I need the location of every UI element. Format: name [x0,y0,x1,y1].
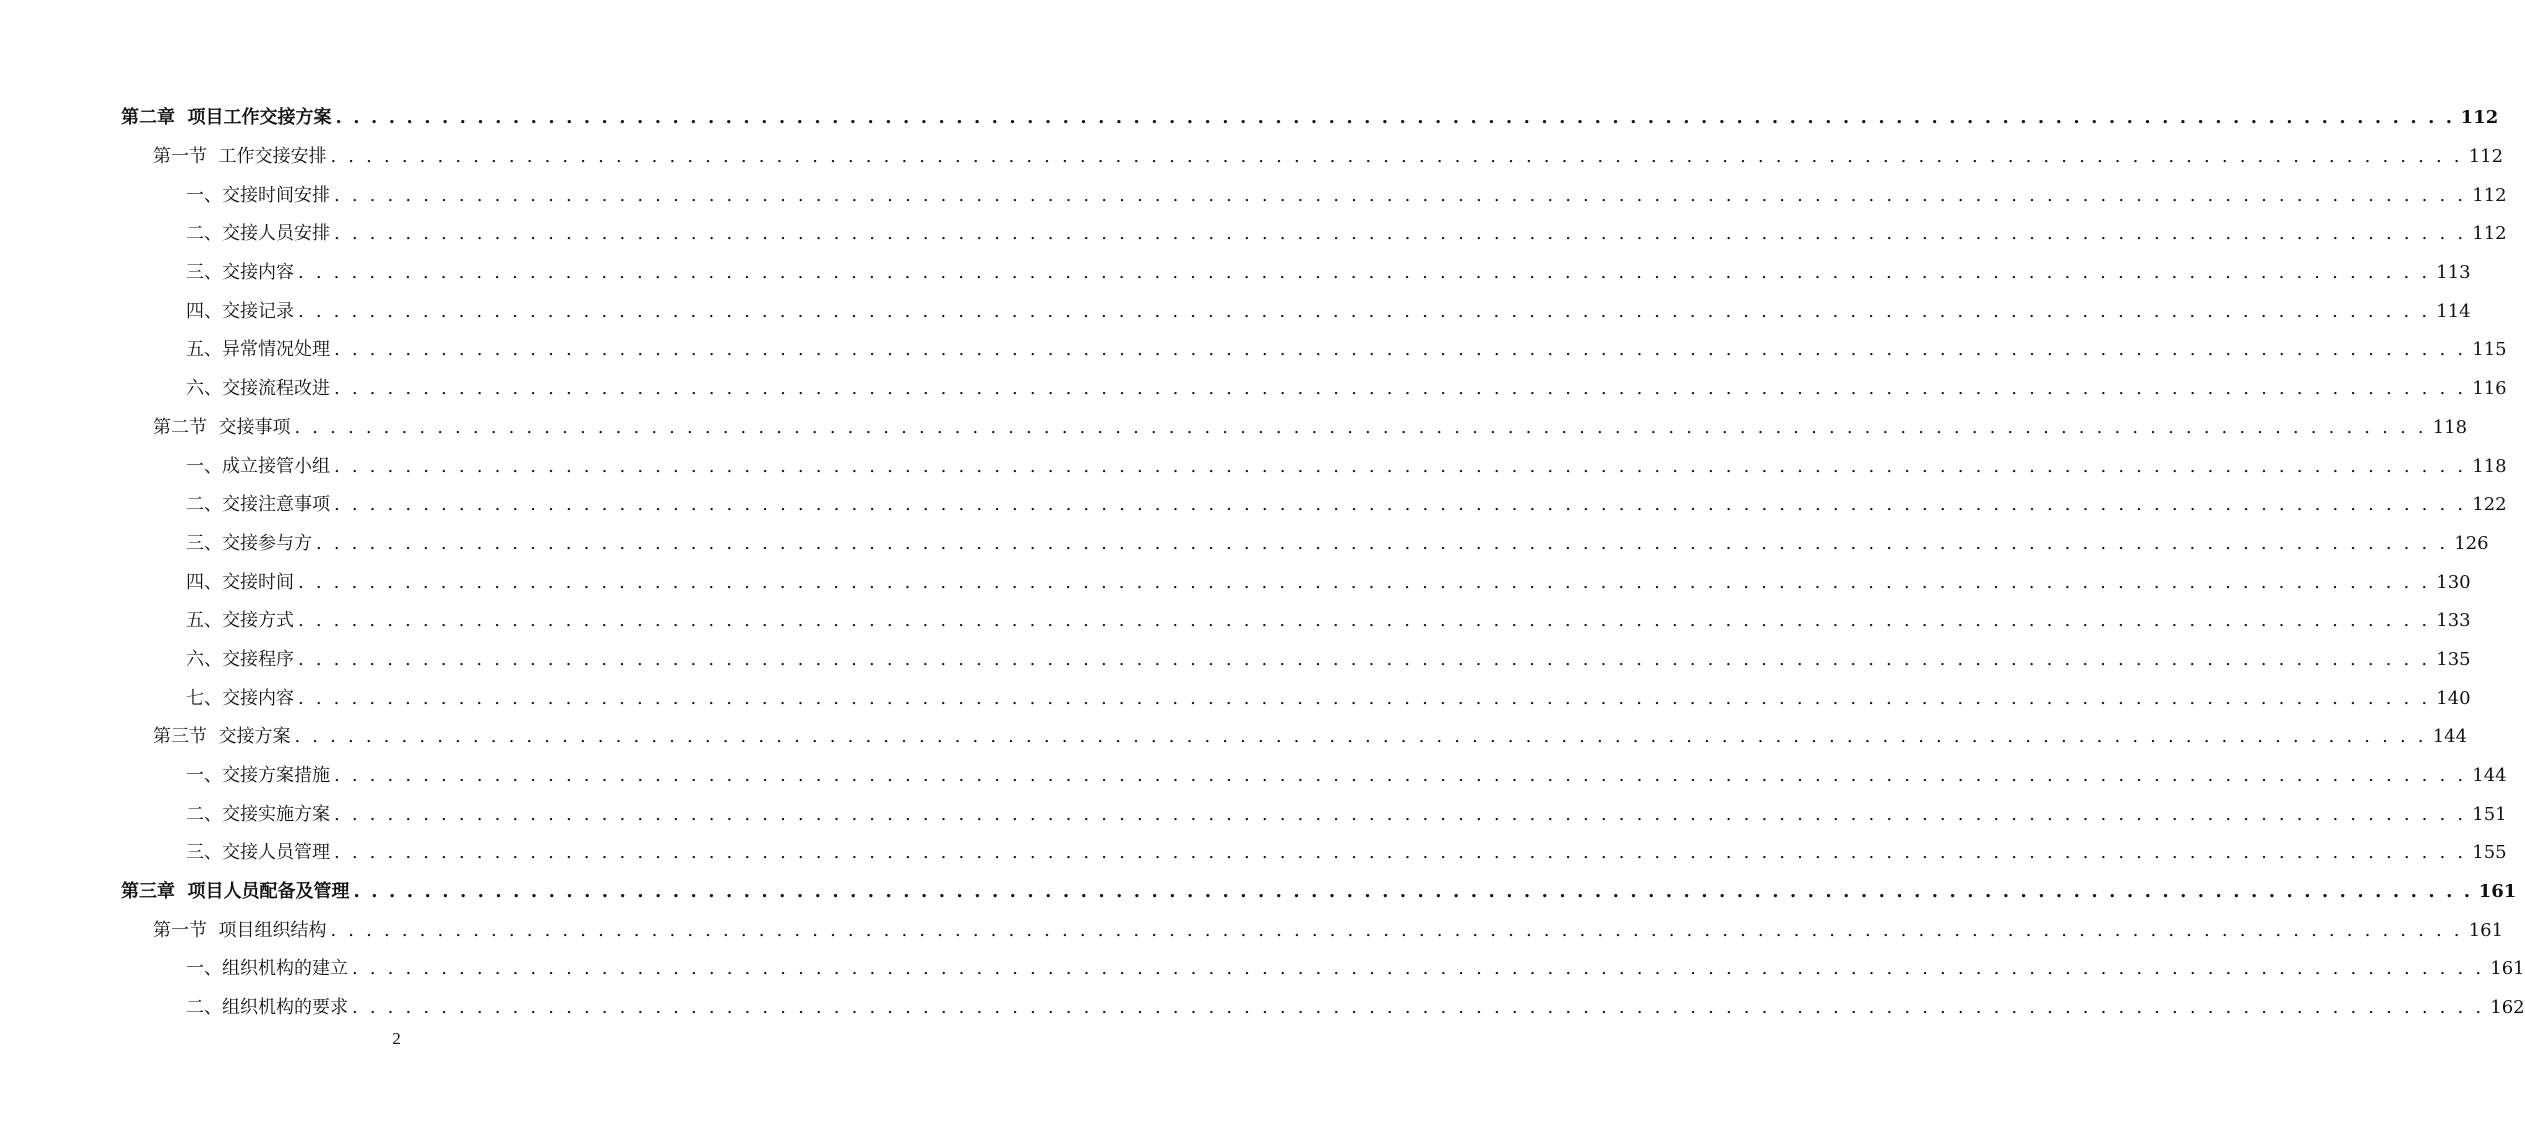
toc-entry[interactable] [0,409,2468,448]
toc-entry-page-number: 112 [2468,146,2504,168]
toc-dot-leader: . . . . . . . . . . . . . . . . . . . . . . . . . . . . . . . . . . . . . . . . . . . . . . . . . . . . . . . . . . . . . . . . . . . . . . . . . . . . . . . . . . . . . . . . . . . . . . . . . . . . . . . . . . . . . . . . . . . . . . . . [353,881,2473,903]
toc-entry-title: 第三章 项目人员配备及管理 [121,881,350,903]
toc-dot-leader: . . . . . . . . . . . . . . . . . . . . . . . . . . . . . . . . . . . . . . . . . . . . . . . . . . . . . . . . . . . . . . . . . . . . . . . . . . . . . . . . . . . . . . . . . . . . . . . . . . . . . . . . . . . . . . . . . . . . . . . . [298,571,2431,593]
toc-dot-leader: . . . . . . . . . . . . . . . . . . . . . . . . . . . . . . . . . . . . . . . . . . . . . . . . . . . . . . . . . . . . . . . . . . . . . . . . . . . . . . . . . . . . . . . . . . . . . . . . . . . . . . . . . . . . . . . . . . . . . . . . [334,494,2467,516]
toc-entry-page-number: 118 [2432,416,2468,438]
toc-dot-leader: . . . . . . . . . . . . . . . . . . . . . . . . . . . . . . . . . . . . . . . . . . . . . . . . . . . . . . . . . . . . . . . . . . . . . . . . . . . . . . . . . . . . . . . . . . . . . . . . . . . . . . . . . . . . . . . . . . . . . . . . [335,107,2455,129]
toc-dot-leader: . . . . . . . . . . . . . . . . . . . . . . . . . . . . . . . . . . . . . . . . . . . . . . . . . . . . . . . . . . . . . . . . . . . . . . . . . . . . . . . . . . . . . . . . . . . . . . . . . . . . . . . . . . . . . . . . . . . . . . . . [334,842,2467,864]
toc-entry-title: 三、交接参与方 [186,532,312,554]
toc-entry-page-number: 115 [2472,339,2507,361]
toc-dot-leader: . . . . . . . . . . . . . . . . . . . . . . . . . . . . . . . . . . . . . . . . . . . . . . . . . . . . . . . . . . . . . . . . . . . . . . . . . . . . . . . . . . . . . . . . . . . . . . . . . . . . . . . . . . . . . . . . . . . . . . . . [330,919,2463,941]
toc-dot-leader: . . . . . . . . . . . . . . . . . . . . . . . . . . . . . . . . . . . . . . . . . . . . . . . . . . . . . . . . . . . . . . . . . . . . . . . . . . . . . . . . . . . . . . . . . . . . . . . . . . . . . . . . . . . . . . . . . . . . . . . . [298,648,2431,670]
toc-entry-title: 一、交接方案措施 [186,765,330,787]
toc-dot-leader: . . . . . . . . . . . . . . . . . . . . . . . . . . . . . . . . . . . . . . . . . . . . . . . . . . . . . . . . . . . . . . . . . . . . . . . . . . . . . . . . . . . . . . . . . . . . . . . . . . . . . . . . . . . . . . . . . . . . . . . . [334,339,2467,361]
toc-entry[interactable] [0,99,2499,138]
toc-dot-leader: . . . . . . . . . . . . . . . . . . . . . . . . . . . . . . . . . . . . . . . . . . . . . . . . . . . . . . . . . . . . . . . . . . . . . . . . . . . . . . . . . . . . . . . . . . . . . . . . . . . . . . . . . . . . . . . . . . . . . . . . [316,532,2449,554]
toc-entry-page-number: 130 [2436,571,2471,593]
toc-entry[interactable] [0,370,2507,409]
table-of-contents [0,99,2525,1028]
toc-entry-title: 二、组织机构的要求 [186,997,348,1019]
toc-entry[interactable] [0,679,2471,718]
toc-entry[interactable] [0,486,2507,525]
toc-entry-page-number: 140 [2436,687,2471,709]
toc-entry-page-number: 112 [2472,223,2507,245]
toc-entry-page-number: 161 [2478,881,2517,903]
toc-entry-page-number: 112 [2472,184,2507,206]
toc-entry[interactable] [0,292,2471,331]
toc-entry[interactable] [0,138,2504,177]
toc-dot-leader: . . . . . . . . . . . . . . . . . . . . . . . . . . . . . . . . . . . . . . . . . . . . . . . . . . . . . . . . . . . . . . . . . . . . . . . . . . . . . . . . . . . . . . . . . . . . . . . . . . . . . . . . . . . . . . . . . . . . . . . . [298,610,2431,632]
toc-dot-leader: . . . . . . . . . . . . . . . . . . . . . . . . . . . . . . . . . . . . . . . . . . . . . . . . . . . . . . . . . . . . . . . . . . . . . . . . . . . . . . . . . . . . . . . . . . . . . . . . . . . . . . . . . . . . . . . . . . . . . . . . [334,455,2467,477]
toc-entry-title: 三、交接人员管理 [186,842,330,864]
toc-entry[interactable] [0,641,2471,680]
toc-dot-leader: . . . . . . . . . . . . . . . . . . . . . . . . . . . . . . . . . . . . . . . . . . . . . . . . . . . . . . . . . . . . . . . . . . . . . . . . . . . . . . . . . . . . . . . . . . . . . . . . . . . . . . . . . . . . . . . . . . . . . . . . [298,300,2431,322]
toc-entry-page-number: 116 [2472,378,2507,400]
toc-entry[interactable] [0,331,2507,370]
toc-entry[interactable] [0,525,2489,564]
toc-entry[interactable] [0,989,2525,1028]
toc-entry-title: 二、交接实施方案 [186,803,330,825]
toc-entry[interactable] [0,602,2471,641]
toc-entry[interactable] [0,563,2471,602]
toc-entry[interactable] [0,176,2507,215]
toc-entry-title: 二、交接人员安排 [186,223,330,245]
toc-entry[interactable] [0,254,2471,293]
toc-entry-page-number: 151 [2472,803,2507,825]
toc-entry-title: 七、交接内容 [186,687,294,709]
toc-entry[interactable] [0,911,2504,950]
toc-dot-leader: . . . . . . . . . . . . . . . . . . . . . . . . . . . . . . . . . . . . . . . . . . . . . . . . . . . . . . . . . . . . . . . . . . . . . . . . . . . . . . . . . . . . . . . . . . . . . . . . . . . . . . . . . . . . . . . . . . . . . . . . [334,765,2467,787]
toc-entry-page-number: 113 [2436,262,2471,284]
toc-entry-title: 四、交接时间 [186,571,294,593]
toc-dot-leader: . . . . . . . . . . . . . . . . . . . . . . . . . . . . . . . . . . . . . . . . . . . . . . . . . . . . . . . . . . . . . . . . . . . . . . . . . . . . . . . . . . . . . . . . . . . . . . . . . . . . . . . . . . . . . . . . . . . . . . . . [298,262,2431,284]
toc-entry-page-number: 162 [2490,997,2525,1019]
toc-entry-title: 一、交接时间安排 [186,184,330,206]
toc-dot-leader: . . . . . . . . . . . . . . . . . . . . . . . . . . . . . . . . . . . . . . . . . . . . . . . . . . . . . . . . . . . . . . . . . . . . . . . . . . . . . . . . . . . . . . . . . . . . . . . . . . . . . . . . . . . . . . . . . . . . . . . . [294,726,2427,748]
toc-entry[interactable] [0,718,2468,757]
toc-dot-leader: . . . . . . . . . . . . . . . . . . . . . . . . . . . . . . . . . . . . . . . . . . . . . . . . . . . . . . . . . . . . . . . . . . . . . . . . . . . . . . . . . . . . . . . . . . . . . . . . . . . . . . . . . . . . . . . . . . . . . . . . [334,803,2467,825]
toc-entry-page-number: 161 [2490,958,2525,980]
toc-entry-title: 第三节 交接方案 [153,726,291,748]
toc-dot-leader: . . . . . . . . . . . . . . . . . . . . . . . . . . . . . . . . . . . . . . . . . . . . . . . . . . . . . . . . . . . . . . . . . . . . . . . . . . . . . . . . . . . . . . . . . . . . . . . . . . . . . . . . . . . . . . . . . . . . . . . . [352,958,2485,980]
toc-entry-title: 一、成立接管小组 [186,455,330,477]
toc-entry-title: 第一节 工作交接安排 [153,146,327,168]
toc-entry-page-number: 133 [2436,610,2471,632]
toc-dot-leader: . . . . . . . . . . . . . . . . . . . . . . . . . . . . . . . . . . . . . . . . . . . . . . . . . . . . . . . . . . . . . . . . . . . . . . . . . . . . . . . . . . . . . . . . . . . . . . . . . . . . . . . . . . . . . . . . . . . . . . . . [294,416,2427,438]
toc-entry-page-number: 161 [2468,919,2504,941]
toc-dot-leader: . . . . . . . . . . . . . . . . . . . . . . . . . . . . . . . . . . . . . . . . . . . . . . . . . . . . . . . . . . . . . . . . . . . . . . . . . . . . . . . . . . . . . . . . . . . . . . . . . . . . . . . . . . . . . . . . . . . . . . . . [298,687,2431,709]
toc-entry-page-number: 114 [2436,300,2471,322]
toc-dot-leader: . . . . . . . . . . . . . . . . . . . . . . . . . . . . . . . . . . . . . . . . . . . . . . . . . . . . . . . . . . . . . . . . . . . . . . . . . . . . . . . . . . . . . . . . . . . . . . . . . . . . . . . . . . . . . . . . . . . . . . . . [330,146,2463,168]
toc-entry-title: 五、交接方式 [186,610,294,632]
toc-entry-page-number: 112 [2460,107,2499,129]
toc-entry-title: 一、组织机构的建立 [186,958,348,980]
toc-entry-title: 六、交接程序 [186,648,294,670]
toc-entry-title: 五、异常情况处理 [186,339,330,361]
toc-entry[interactable] [0,873,2517,912]
toc-entry[interactable] [0,834,2507,873]
toc-entry[interactable] [0,795,2507,834]
toc-entry-page-number: 122 [2472,494,2507,516]
toc-entry-page-number: 135 [2436,648,2471,670]
toc-entry[interactable] [0,215,2507,254]
toc-entry[interactable] [0,757,2507,796]
toc-dot-leader: . . . . . . . . . . . . . . . . . . . . . . . . . . . . . . . . . . . . . . . . . . . . . . . . . . . . . . . . . . . . . . . . . . . . . . . . . . . . . . . . . . . . . . . . . . . . . . . . . . . . . . . . . . . . . . . . . . . . . . . . [334,378,2467,400]
toc-entry-title: 二、交接注意事项 [186,494,330,516]
toc-entry-page-number: 126 [2454,532,2489,554]
toc-entry-title: 第二节 交接事项 [153,416,291,438]
toc-entry-page-number: 155 [2472,842,2507,864]
toc-dot-leader: . . . . . . . . . . . . . . . . . . . . . . . . . . . . . . . . . . . . . . . . . . . . . . . . . . . . . . . . . . . . . . . . . . . . . . . . . . . . . . . . . . . . . . . . . . . . . . . . . . . . . . . . . . . . . . . . . . . . . . . . [352,997,2485,1019]
toc-dot-leader: . . . . . . . . . . . . . . . . . . . . . . . . . . . . . . . . . . . . . . . . . . . . . . . . . . . . . . . . . . . . . . . . . . . . . . . . . . . . . . . . . . . . . . . . . . . . . . . . . . . . . . . . . . . . . . . . . . . . . . . . [334,184,2467,206]
toc-entry-page-number: 144 [2432,726,2468,748]
toc-entry-title: 三、交接内容 [186,262,294,284]
toc-entry-title: 六、交接流程改进 [186,378,330,400]
toc-entry-title: 第一节 项目组织结构 [153,919,327,941]
toc-entry-title: 第二章 项目工作交接方案 [121,107,332,129]
toc-entry-page-number: 118 [2472,455,2507,477]
toc-entry-title: 四、交接记录 [186,300,294,322]
toc-entry[interactable] [0,950,2525,989]
toc-entry-page-number: 144 [2472,765,2507,787]
toc-dot-leader: . . . . . . . . . . . . . . . . . . . . . . . . . . . . . . . . . . . . . . . . . . . . . . . . . . . . . . . . . . . . . . . . . . . . . . . . . . . . . . . . . . . . . . . . . . . . . . . . . . . . . . . . . . . . . . . . . . . . . . . . [334,223,2467,245]
toc-entry[interactable] [0,447,2507,486]
page-number: 2 [392,1029,401,1048]
